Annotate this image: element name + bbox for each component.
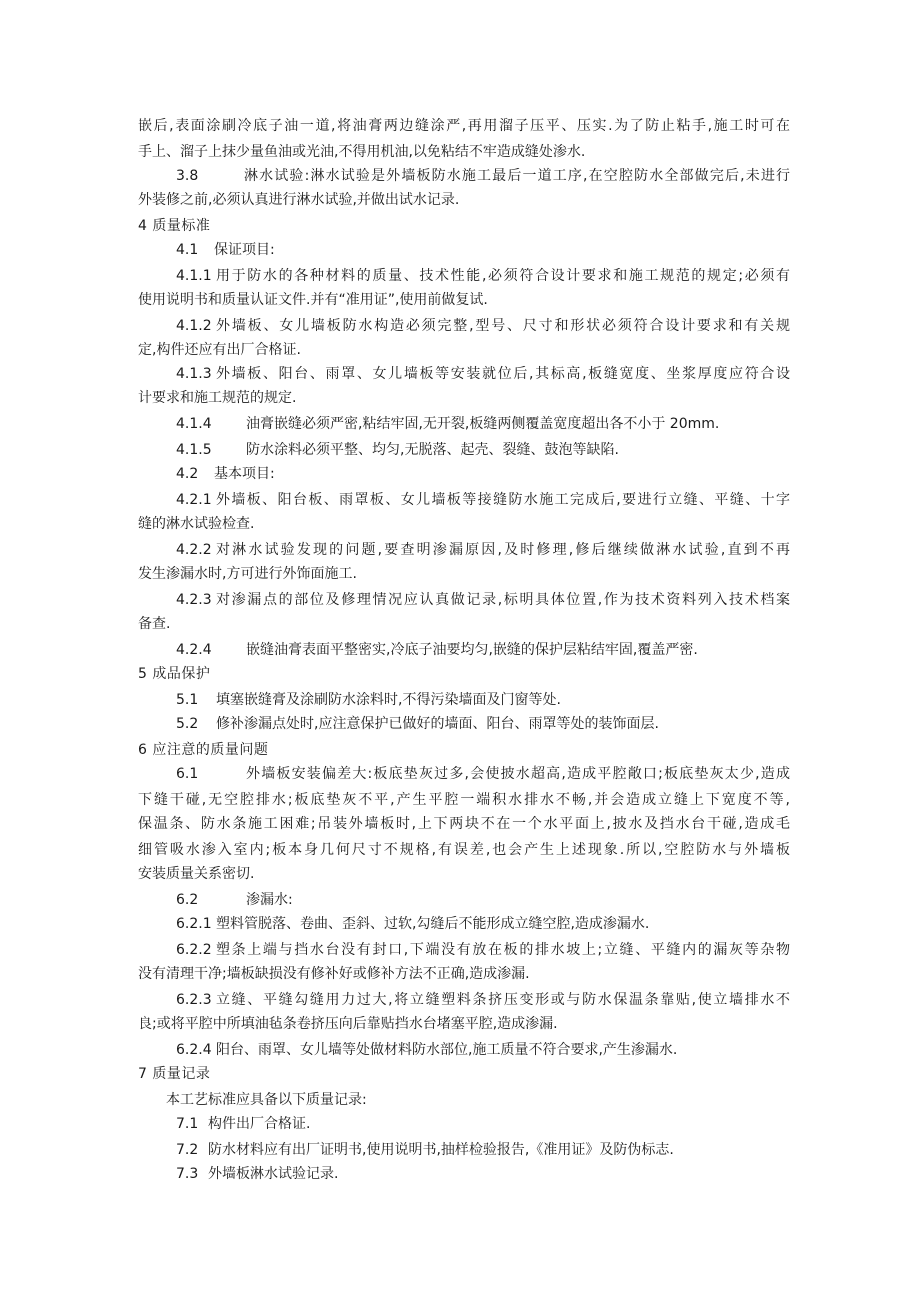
body-text-line: 构件出厂合格证.: [208, 1116, 311, 1132]
body-text-line: 细管吸水渗入室内;板本身几何尺寸不规格,有误差,也会产生上述现象.所以,空腔防水与外墙板: [138, 842, 790, 858]
body-text-line: 外装修之前,必须认真进行淋水试验,并做出试水记录.: [138, 192, 460, 208]
body-text-line: 外墙板安装偏差大:板底垫灰过多,会使披水超高,造成平腔敞口;板底垫灰太少,造成: [246, 766, 790, 782]
body-text-line: 填塞嵌缝膏及涂刷防水涂料时,不得污染墙面及门窗等处.: [216, 692, 561, 708]
clause-number: 5.1: [176, 692, 199, 708]
section-heading: 6 应注意的质量问题: [138, 742, 269, 758]
body-text-line: 外墙板、女儿墙板防水构造必须完整,型号、尺寸和形状必须符合设计要求和有关规: [216, 318, 790, 334]
body-text-line: 油膏嵌缝必须严密,粘结牢固,无开裂,板缝两侧覆盖宽度超出各不小于 20mm.: [246, 416, 720, 432]
body-text-line: 良;或将平腔中所填油毡条卷挤压向后靠贴挡水台堵塞平腔,造成渗漏.: [138, 1016, 558, 1032]
body-text-line: 计要求和施工规范的规定.: [138, 390, 297, 406]
body-text-line: 用于防水的各种材料的质量、技术性能,必须符合设计要求和施工规范的规定;必须有: [216, 268, 790, 284]
body-text-line: 安装质量关系密切.: [138, 866, 255, 882]
clause-number: 4.1.3: [176, 366, 212, 382]
clause-number: 4.2.4: [176, 642, 212, 658]
body-text-line: 外墙板淋水试验记录.: [208, 1166, 339, 1182]
body-text-line: 修补渗漏点处时,应注意保护已做好的墙面、阳台、雨罩等处的装饰面层.: [216, 716, 659, 732]
body-text-line: 淋水试验:淋水试验是外墙板防水施工最后一道工序,在空腔防水全部做完后,未进行: [244, 168, 790, 184]
body-text-line: 保温条、防水条施工困难;吊装外墙板时,上下两块不在一个水平面上,披水及挡水台干碰,造成毛: [138, 816, 790, 832]
body-text-line: 备查.: [138, 616, 171, 632]
clause-number: 4.1.5: [176, 442, 212, 458]
body-text-line: 立缝、平缝勾缝用力过大,将立缝塑料条挤压变形或与防水保温条靠贴,使立墙排水不: [216, 992, 790, 1008]
body-text-line: 阳台、雨罩、女儿墙等处做材料防水部位,施工质量不符合要求,产生渗漏水.: [216, 1042, 678, 1058]
body-text-line: 缝的淋水试验检查.: [138, 516, 255, 532]
section-heading: 7 质量记录: [138, 1066, 211, 1082]
clause-number: 7.1: [176, 1116, 199, 1132]
body-text-line: 防水涂料必须平整、均匀,无脱落、起壳、裂缝、鼓泡等缺陷.: [246, 442, 619, 458]
clause-number: 4.2.2: [176, 542, 212, 558]
body-text-line: 定,构件还应有出厂合格证.: [138, 342, 301, 358]
body-text-line: 外墙板、阳台板、雨罩板、女儿墙板等接缝防水施工完成后,要进行立缝、平缝、十字: [216, 492, 790, 508]
body-text-line: 发生渗漏水时,方可进行外饰面施工.: [138, 566, 357, 582]
clause-number: 4.1: [176, 242, 199, 258]
body-text-line: 没有清理干净;墙板缺损没有修补好或修补方法不正确,造成渗漏.: [138, 966, 530, 982]
body-text-line: 对淋水试验发现的问题,要查明渗漏原因,及时修理,修后继续做淋水试验,直到不再: [216, 542, 790, 558]
clause-number: 4.1.4: [176, 416, 212, 432]
clause-number: 4.1.1: [176, 268, 212, 284]
body-text-line: 外墙板、阳台、雨罩、女儿墙板等安装就位后,其标高,板缝宽度、坐浆厚度应符合设: [216, 366, 790, 382]
clause-number: 4.1.2: [176, 318, 212, 334]
section-heading: 4 质量标准: [138, 218, 211, 234]
body-text-line: 本工艺标准应具备以下质量记录:: [166, 1092, 367, 1108]
clause-number: 4.2.1: [176, 492, 212, 508]
clause-number: 6.2: [176, 892, 199, 908]
clause-number: 6.2.1: [176, 916, 212, 932]
body-text-line: 防水材料应有出厂证明书,使用说明书,抽样检验报告,《准用证》及防伪标志.: [208, 1142, 674, 1158]
clause-number: 4.2: [176, 466, 199, 482]
body-text-line: 塑条上端与挡水台没有封口,下端没有放在板的排水坡上;立缝、平缝内的漏灰等杂物: [216, 942, 790, 958]
body-text-line: 下缝干碰,无空腔排水;板底垫灰不平,产生平腔一端积水排水不畅,并会造成立缝上下宽度不等,: [138, 792, 790, 808]
body-text-line: 手上、溜子上抹少量鱼油或光油,不得用机油,以免粘结不牢造成缝处渗水.: [138, 144, 586, 160]
body-text-line: 对渗漏点的部位及修理情况应认真做记录,标明具体位置,作为技术资料列入技术档案: [216, 592, 790, 608]
body-text-line: 基本项目:: [214, 466, 275, 482]
body-text-line: 塑料管脱落、卷曲、歪斜、过软,勾缝后不能形成立缝空腔,造成渗漏水.: [216, 916, 650, 932]
clause-number: 6.2.2: [176, 942, 212, 958]
body-text-line: 保证项目:: [214, 242, 275, 258]
body-text-line: 使用说明书和质量认证文件.并有“准用证”,使用前做复试.: [138, 292, 488, 308]
clause-number: 6.1: [176, 766, 199, 782]
clause-number: 4.2.3: [176, 592, 212, 608]
section-heading: 5 成品保护: [138, 666, 211, 682]
clause-number: 6.2.3: [176, 992, 212, 1008]
clause-number: 5.2: [176, 716, 199, 732]
body-text-line: 嵌缝油膏表面平整密实,冷底子油要均匀,嵌缝的保护层粘结牢固,覆盖严密.: [246, 642, 698, 658]
clause-number: 6.2.4: [176, 1042, 212, 1058]
body-text-line: 渗漏水:: [246, 892, 293, 908]
clause-number: 3.8: [176, 168, 199, 184]
clause-number: 7.2: [176, 1142, 199, 1158]
clause-number: 7.3: [176, 1166, 199, 1182]
body-text-line: 嵌后,表面涂刷冷底子油一道,将油膏两边缝涂严,再用溜子压平、压实.为了防止粘手,施工时可在: [138, 118, 790, 134]
